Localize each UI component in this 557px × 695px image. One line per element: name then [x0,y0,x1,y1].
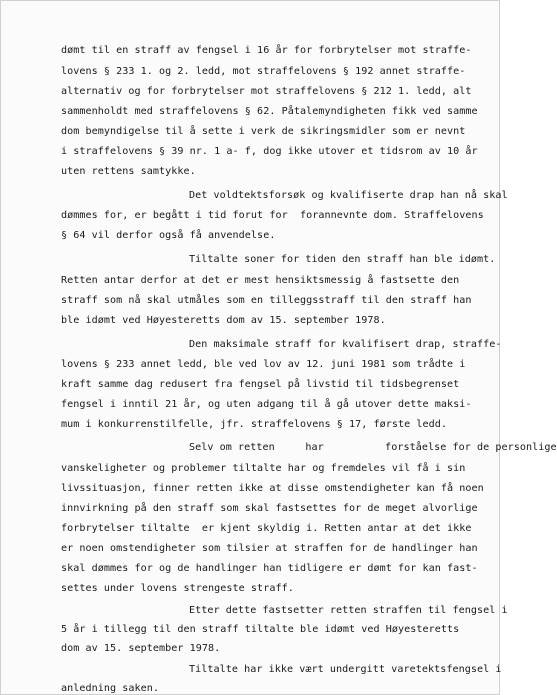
text-line: dom av 15. september 1978. [61,643,221,654]
text-line: Det voldtektsforsøk og kvalifiserte drap han nå skal [189,190,508,201]
text-line: sammenholdt med straffelovens § 62. Påtalemyndigheten fikk ved samme [61,106,478,117]
text-line: lovens § 233 annet ledd, ble ved lov av 12. juni 1981 som trådte i [61,359,466,370]
text-line: anledning saken. [61,683,160,694]
text-line: mum i konkurrenstilfelle, jfr. straffelovens § 17, første ledd. [61,419,447,430]
text-line: skal dømmes for og de handlinger han tidligere er dømt for kan fast- [61,563,478,574]
text-line: straff som nå skal utmåles som en tilleggsstraff til den straff han [61,295,472,306]
text-line: innvirkning på den straff som skal fastsettes for de meget alvorlige [61,503,478,514]
text-line: dømmes for, er begått i tid forut for forannevnte dom. Straffelovens [61,210,484,221]
text-line: Tiltalte soner for tiden den straff han ble idømt. [189,254,496,265]
text-line: Retten antar derfor at det er mest hensiktsmessig å fastsette den [61,275,460,286]
text-line: alternativ og for forbrytelser mot straffelovens § 212 1. ledd, alt [61,86,472,97]
text-line: forbrytelser tiltalte er kjent skyldig i. Retten antar at det ikke [61,523,472,534]
text-line: Etter dette fastsetter retten straffen til fengsel i [189,605,508,616]
text-line: vanskeligheter og problemer tiltalte har og fremdeles vil få i sin [61,463,466,474]
text-line: livssituasjon, finner retten ikke at disse omstendigheter kan få noen [61,483,484,494]
text-line: settes under lovens strengeste straff. [61,583,294,594]
text-line: fengsel i inntil 21 år, og uten adgang til å gå utover dette maksi- [61,399,472,410]
text-line: ble idømt ved Høyesteretts dom av 15. september 1978. [61,315,386,326]
text-line: 5 år i tillegg til den straff tiltalte ble idømt ved Høyesteretts [61,624,460,635]
text-line: lovens § 233 1. og 2. ledd, mot straffelovens § 192 annet straffe- [61,66,466,77]
text-line: Selv om retten har forståelse for de personlige [189,442,557,453]
text-line: kraft samme dag redusert fra fengsel på livstid til tidsbegrenset [61,379,460,390]
text-line: Tiltalte har ikke vært undergitt varetektsfengsel i [189,664,502,675]
text-line: dom bemyndigelse til å sette i verk de sikringsmidler som er nevnt [61,126,466,137]
text-line: i straffelovens § 39 nr. 1 a- f, dog ikke utover et tidsrom av 10 år [61,146,478,157]
text-line: § 64 vil derfor også få anvendelse. [61,230,276,241]
text-line: er noen omstendigheter som tilsier at straffen for de handlinger han [61,543,478,554]
text-line: uten rettens samtykke. [61,166,196,177]
text-line: dømt til en straff av fengsel i 16 år for forbrytelser mot straffe- [61,45,472,56]
text-line: Den maksimale straff for kvalifisert drap, straffe- [189,339,502,350]
